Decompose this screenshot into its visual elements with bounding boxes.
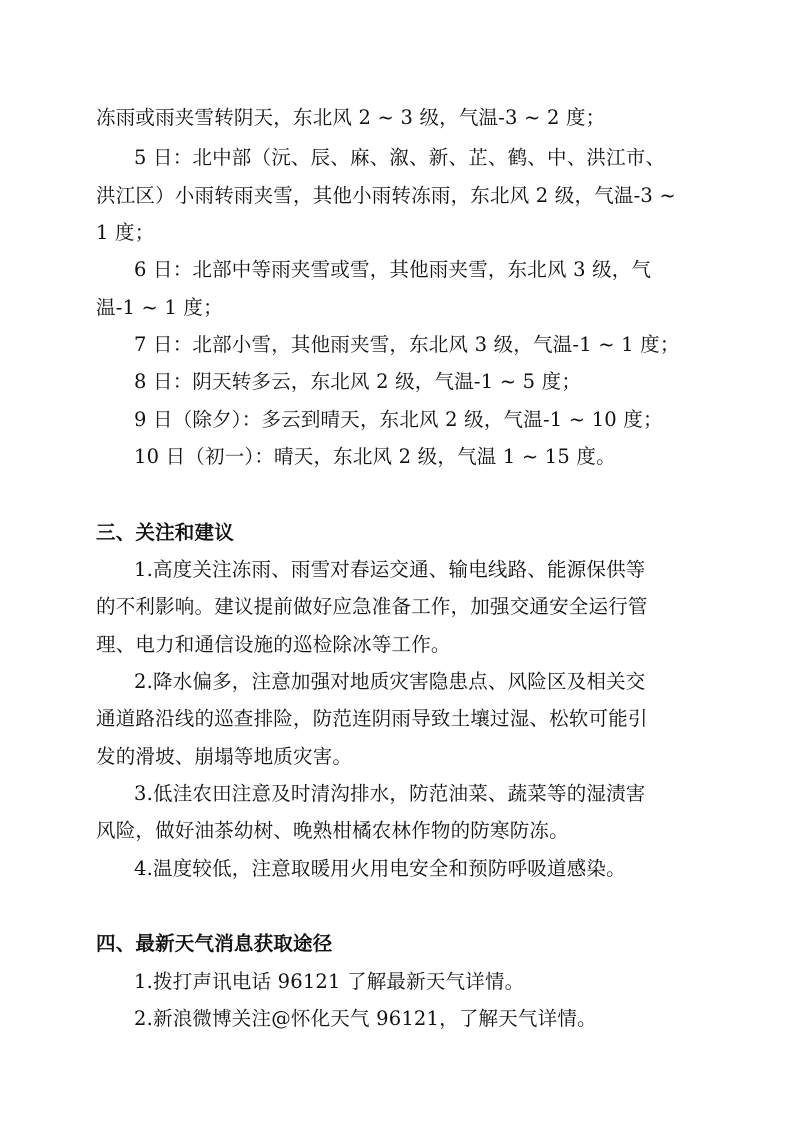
paragraph-line: 2.降水偏多，注意加强对地质灾害隐患点、风险区及相关交 bbox=[134, 670, 646, 693]
section-heading-suggestions: 三、关注和建议 bbox=[96, 521, 234, 544]
forecast-line: 1 度； bbox=[96, 221, 155, 244]
forecast-line: 9 日（除夕）：多云到晴天，东北风 2 级，气温-1 ~ 10 度； bbox=[134, 408, 663, 431]
forecast-line: 5 日：北中部（沅、辰、麻、溆、新、芷、鹤、中、洪江市、 bbox=[134, 146, 666, 169]
paragraph-line: 通道路沿线的巡查排险，防范连阴雨导致土壤过湿、松软可能引 bbox=[96, 707, 648, 730]
forecast-line: 洪江区）小雨转雨夹雪，其他小雨转冻雨，东北风 2 级，气温-3 ~ bbox=[96, 184, 676, 207]
paragraph-line: 4.温度较低，注意取暖用火用电安全和预防呼吸道感染。 bbox=[134, 857, 626, 880]
forecast-line: 8 日：阴天转多云，东北风 2 级，气温-1 ~ 5 度； bbox=[134, 370, 582, 393]
forecast-line: 6 日：北部中等雨夹雪或雪，其他雨夹雪，东北风 3 级，气 bbox=[134, 258, 652, 281]
forecast-line: 冻雨或雨夹雪转阴天，东北风 2 ~ 3 级，气温-3 ~ 2 度； bbox=[96, 106, 606, 129]
paragraph-line: 2.新浪微博关注@怀化天气 96121，了解天气详情。 bbox=[134, 1007, 597, 1030]
paragraph-line: 1.拨打声讯电话 96121 了解最新天气详情。 bbox=[134, 970, 525, 993]
paragraph-line: 发的滑坡、崩塌等地质灾害。 bbox=[96, 745, 353, 768]
forecast-line: 7 日：北部小雪，其他雨夹雪，东北风 3 级，气温-1 ~ 1 度； bbox=[134, 333, 680, 356]
paragraph-line: 风险，做好油茶幼树、晚熟柑橘农林作物的防寒防冻。 bbox=[96, 819, 569, 842]
forecast-line: 10 日（初一）：晴天，东北风 2 级，气温 1 ~ 15 度。 bbox=[134, 445, 616, 468]
paragraph-line: 理、电力和通信设施的巡检除冰等工作。 bbox=[96, 633, 451, 656]
paragraph-line: 的不利影响。建议提前做好应急准备工作，加强交通安全运行管 bbox=[96, 595, 648, 618]
forecast-line: 温-1 ~ 1 度； bbox=[96, 296, 223, 319]
paragraph-line: 3.低洼农田注意及时清沟排水，防范油菜、蔬菜等的湿渍害 bbox=[134, 782, 646, 805]
paragraph-line: 1.高度关注冻雨、雨雪对春运交通、输电线路、能源保供等 bbox=[134, 558, 646, 581]
section-heading-weather-info: 四、最新天气消息获取途径 bbox=[96, 932, 333, 955]
